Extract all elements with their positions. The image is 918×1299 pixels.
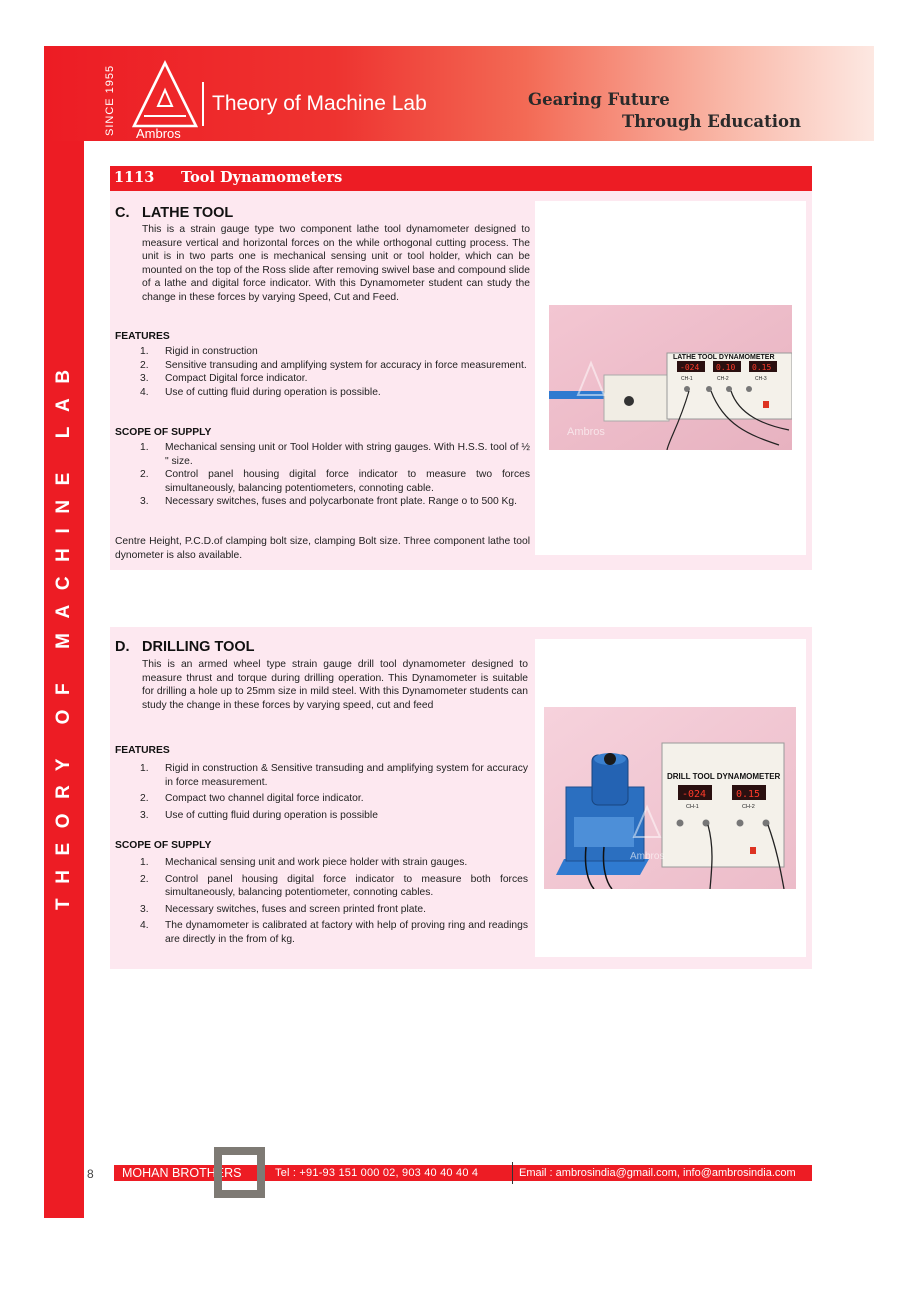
drill-dynamometer-photo [544,707,796,889]
tagline-line-1: Gearing Future [528,90,670,109]
photo-channel-1: CH-1 [686,804,699,810]
lathe-features-list [136,345,530,399]
page-header [44,46,874,141]
photo-channel-2: CH-2 [717,376,729,382]
photo-channel-1: CH-1 [681,376,693,382]
list-item: 2. Sensitive transuding and amplifying system for accuracy in force measurement. [140,359,527,371]
drill-image-frame [535,639,806,957]
drilling-supply-heading: SCOPE OF SUPPLY [115,840,212,851]
list-item: 3. Use of cutting fluid during operation is possible [140,809,378,821]
list-item: 1. Mechanical sensing unit or Tool Holder with string gauges. With H.S.S. tool of ½ " size. [140,442,530,467]
photo-lathe-label: LATHE TOOL DYNAMOMETER [673,354,775,361]
since-label: SINCE 1955 [104,64,116,136]
lathe-image-frame [535,201,806,555]
photo-watermark: Ambros [630,851,665,862]
photo-channel-3: CH-3 [755,376,767,382]
photo-reading-ch1: -024 [682,789,707,800]
lathe-tool-panel [110,191,812,570]
photo-reading-ch3: 0.15 [752,363,772,372]
list-item: 3. Necessary switches, fuses and polycarbonate front plate. Range o to 500 Kg. [140,496,518,508]
drilling-features-list [136,762,528,825]
footer-email: Email : ambrosindia@gmail.com, info@ambrosindia.com [519,1167,796,1179]
drilling-tool-panel [110,627,812,969]
drilling-features-heading: FEATURES [115,745,170,756]
list-item: 4. The dynamometer is calibrated at factory with help of proving ring and readings are directly in the from of kg. [140,920,528,945]
header-divider [202,82,204,126]
list-item: 4. Use of cutting fluid during operation is possible. [140,386,381,398]
footer-divider [512,1162,513,1184]
photo-watermark: Ambros [567,426,605,438]
logo-wordmark: Ambros [136,126,181,141]
footer-telephone: Tel : +91-93 151 000 02, 903 40 40 40 4 [275,1167,479,1179]
photo-reading-ch2: 0.15 [736,789,761,800]
photo-channel-2: CH-2 [742,804,755,810]
photo-reading-ch2: 0.10 [716,363,736,372]
list-item: 1. Rigid in construction & Sensitive transuding and amplifying system for accuracy in force measurement. [140,763,528,788]
list-item: 3. Compact Digital force indicator. [140,373,308,385]
header-title: Theory of Machine Lab [212,92,427,115]
section-title: Tool Dynamometers [181,169,343,186]
list-item: 3. Necessary switches, fuses and screen printed front plate. [140,903,426,915]
drilling-description: This is an armed wheel type strain gauge drill tool dynamometer designed to measure thrust and torque during drilling operation. This Dynamometer is suitable for drilling a hole up to 25mm size in mild steel. With this Dynamometer students can study the change in these forces by varying speed, cut and feed [142,659,528,711]
lathe-supply-list [136,441,530,509]
footer-square-ornament [214,1147,265,1198]
page-number: 8 [87,1167,94,1181]
drilling-tool-heading: D. DRILLING TOOL [115,639,255,655]
lathe-features-heading: FEATURES [115,331,170,342]
photo-drill-label: DRILL TOOL DYNAMOMETER [667,772,781,781]
lathe-note: Centre Height, P.C.D.of clamping bolt size, clamping Bolt size. Three component lathe tool dynometer is also available. [115,536,530,561]
list-item: 1. Mechanical sensing unit and work piece holder with strain gauges. [140,857,468,868]
list-item: 2. Control panel housing digital force indicator to measure two forces simultaneously, balancing potentiometers, connoting cable. [140,469,530,494]
ambros-logo-icon [130,60,200,130]
drill-dynamometer-illustration [544,707,796,889]
section-number: 1113 [114,169,155,186]
footer-company: MOHAN BROTHERS [122,1166,242,1180]
section-heading-bar [110,166,812,191]
lathe-tool-heading: C. LATHE TOOL [115,205,234,221]
lathe-dynamometer-photo [549,305,792,450]
lathe-description: This is a strain gauge type two component lathe tool dynamometer designed to measure vertical and horizontal forces on the while orthogonal cutting process. The unit is in two parts one is mechanical sensing unit or tool holder, which can be mounted on the top of the Ross slide after removing swivel base and compound slide of a lathe and digital force indicator. With this Dynamometer student can study the change in these forces by varying Speed, Cut and Feed. [142,224,530,303]
drilling-supply-list [136,856,528,950]
lathe-supply-heading: SCOPE OF SUPPLY [115,427,212,438]
lathe-dynamometer-illustration [549,305,792,450]
list-item: 2. Control panel housing digital force indicator to measure both forces simultaneously, balancing potentiometer, connoting cables. [140,873,528,899]
sidebar-title: THEORY OF MACHINE LAB [53,355,74,910]
list-item: 2. Compact two channel digital force indicator. [140,793,364,805]
tagline-line-2: Through Education [622,112,801,131]
list-item: 1. Rigid in construction [140,346,258,357]
photo-reading-ch1: -024 [680,363,700,372]
